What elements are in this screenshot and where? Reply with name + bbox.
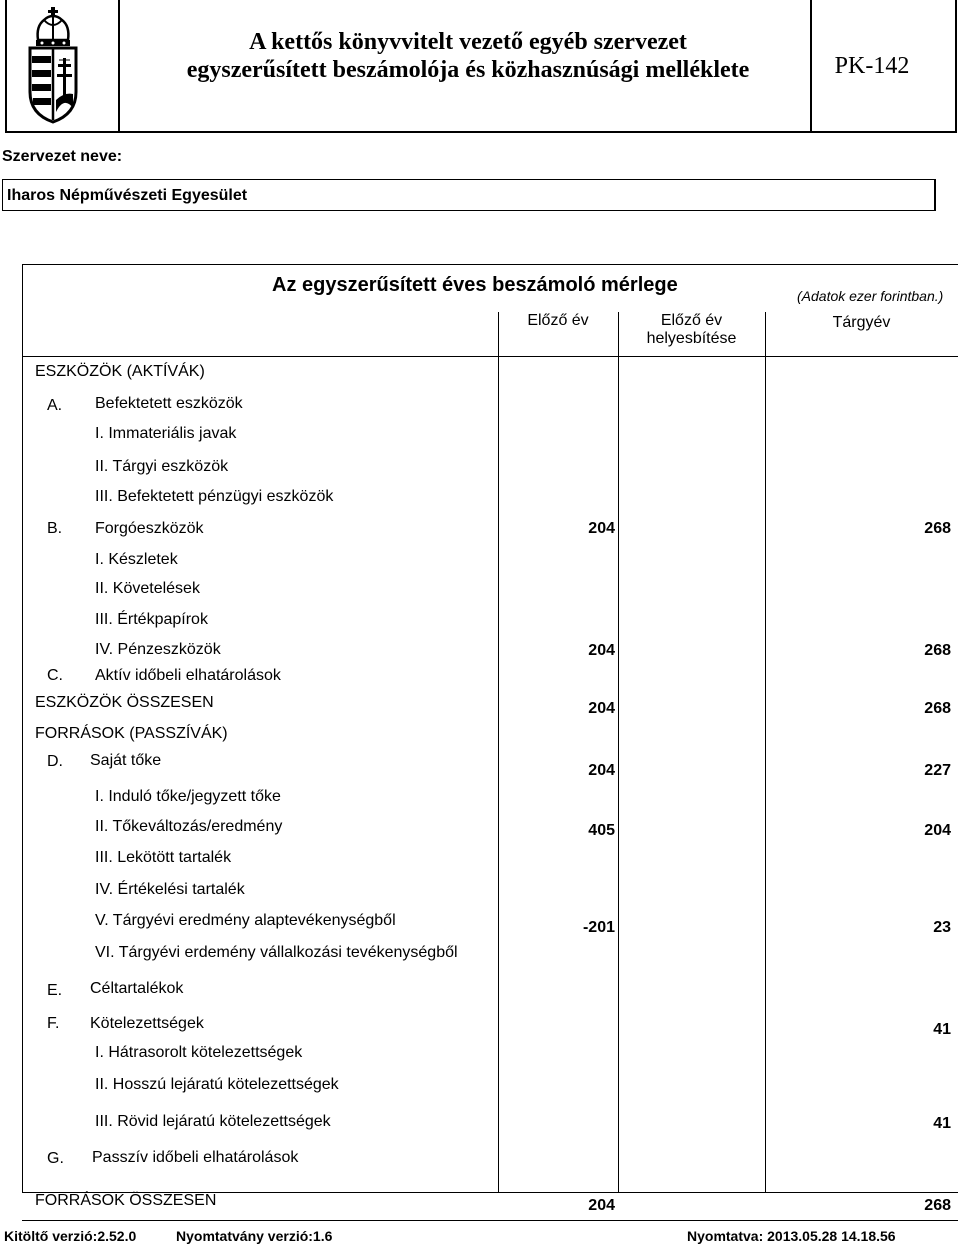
row-value-current: 268: [924, 1197, 951, 1214]
row-label: Passzív időbeli elhatárolások: [92, 1149, 299, 1166]
row-code: E.: [47, 982, 63, 999]
row-label: I. Induló tőke/jegyzett tőke: [95, 788, 281, 805]
hungarian-coat-of-arms-icon: [22, 4, 84, 126]
row-label: VI. Tárgyévi erdemény vállalkozási tevékenységből: [95, 944, 458, 961]
column-divider: [618, 312, 619, 1193]
column-header-prev-correction-line1: Előző év: [660, 312, 723, 329]
row-label: I. Immateriális javak: [95, 425, 237, 442]
form-title-line1: A kettős könyvvitelt vezető egyéb szervezet: [249, 29, 687, 55]
row-label: II. Követelések: [95, 580, 200, 597]
column-divider: [765, 312, 766, 1193]
row-value-prev: 204: [588, 520, 615, 537]
row-value-current: 41: [933, 1021, 951, 1038]
column-header-prev-correction-line2: helyesbítése: [646, 330, 737, 347]
row-label: Aktív időbeli elhatárolások: [95, 667, 281, 684]
row-value-prev: 204: [588, 700, 615, 717]
row-label: II. Tárgyi eszközök: [95, 458, 229, 475]
row-value-prev: 204: [588, 762, 615, 779]
row-code: B.: [47, 520, 63, 537]
organization-label: Szervezet neve:: [2, 148, 123, 165]
row-value-current: 268: [924, 700, 951, 717]
row-label: II. Hosszú lejáratú kötelezettségek: [95, 1076, 339, 1093]
column-header-prev-year: Előző év: [527, 312, 589, 329]
row-label: Saját tőke: [90, 752, 162, 769]
footer-form-version: Nyomtatvány verzió:1.6: [176, 1228, 333, 1244]
header-row-divider: [22, 356, 958, 357]
row-label: II. Tőkeváltozás/eredmény: [95, 818, 283, 835]
row-label: IV. Értékelési tartalék: [95, 881, 245, 898]
row-code: G.: [47, 1150, 64, 1167]
unit-note: (Adatok ezer forintban.): [797, 288, 944, 304]
row-label: I. Készletek: [95, 551, 178, 568]
footer-divider: [22, 1220, 958, 1221]
row-code: F.: [47, 1015, 60, 1032]
row-value-current: 268: [924, 520, 951, 537]
row-label: FORRÁSOK ÖSSZESEN: [35, 1192, 217, 1209]
footer-print-date: Nyomtatva: 2013.05.28 14.18.56: [687, 1228, 896, 1244]
row-label: FORRÁSOK (PASSZÍVÁK): [35, 725, 228, 742]
row-value-prev: 405: [588, 822, 615, 839]
row-code: D.: [47, 753, 63, 770]
row-code: C.: [47, 667, 63, 684]
form-code: PK-142: [834, 53, 910, 79]
row-label: V. Tárgyévi eredmény alaptevékenységből: [95, 912, 396, 929]
row-value-current: 204: [924, 822, 951, 839]
row-value-current: 41: [933, 1115, 951, 1132]
row-value-prev: 204: [588, 1197, 615, 1214]
column-divider: [498, 312, 499, 1193]
row-value-current: 268: [924, 642, 951, 659]
row-label: Céltartalékok: [90, 980, 184, 997]
row-value-prev: -201: [582, 919, 615, 936]
form-title-line2: egyszerűsített beszámolója és közhasznúsági melléklete: [186, 57, 750, 83]
row-label: III. Befektetett pénzügyi eszközök: [95, 488, 334, 505]
row-label: ESZKÖZÖK ÖSSZESEN: [35, 694, 214, 711]
row-code: A.: [47, 397, 63, 414]
row-label: IV. Pénzeszközök: [95, 641, 221, 658]
row-label: ESZKÖZÖK (AKTÍVÁK): [35, 363, 205, 380]
row-label: III. Lekötött tartalék: [95, 849, 232, 866]
row-label: Forgóeszközök: [95, 520, 204, 537]
column-header-prev-correction: [618, 312, 765, 348]
balance-sheet-title: Az egyszerűsített éves beszámoló mérlege: [272, 274, 678, 296]
row-value-prev: 204: [588, 642, 615, 659]
column-header-current-year: Tárgyév: [832, 314, 891, 331]
row-value-current: 227: [924, 762, 951, 779]
row-label: III. Értékpapírok: [95, 611, 208, 628]
form-title: [118, 28, 818, 84]
footer-filler-version: Kitöltő verzió:2.52.0: [4, 1228, 137, 1244]
row-label: Kötelezettségek: [90, 1015, 204, 1032]
row-label: I. Hátrasorolt kötelezettségek: [95, 1044, 303, 1061]
row-label: III. Rövid lejáratú kötelezettségek: [95, 1113, 331, 1130]
row-value-current: 23: [933, 919, 951, 936]
row-label: Befektetett eszközök: [95, 395, 243, 412]
organization-name: Iharos Népművészeti Egyesület: [7, 187, 248, 204]
